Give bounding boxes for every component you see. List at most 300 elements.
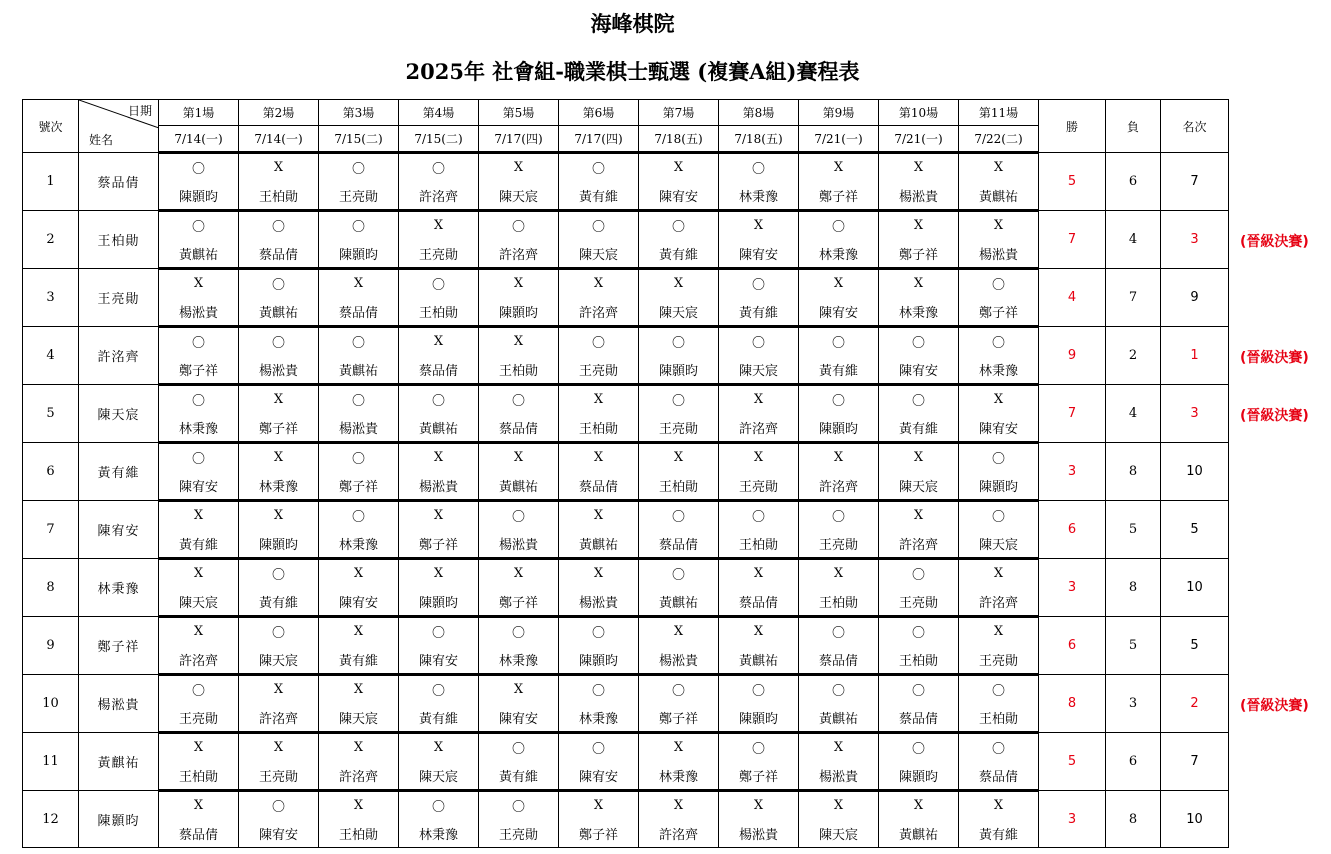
match-opponent: 王亮勛 bbox=[559, 355, 639, 385]
player-rank: 10 bbox=[1161, 443, 1229, 501]
round-label: 第2場 bbox=[239, 100, 319, 126]
match-opponent: 林秉豫 bbox=[159, 413, 239, 443]
match-result: X bbox=[639, 733, 719, 762]
player-name: 陳宥安 bbox=[79, 501, 159, 559]
match-result: X bbox=[559, 269, 639, 298]
match-result: X bbox=[399, 443, 479, 472]
match-opponent: 王柏勛 bbox=[159, 761, 239, 791]
match-result: 〇 bbox=[399, 791, 479, 820]
match-opponent: 許洺齊 bbox=[879, 529, 959, 559]
player-wins: 6 bbox=[1039, 617, 1106, 675]
match-result: X bbox=[159, 617, 239, 646]
match-result: 〇 bbox=[719, 501, 799, 530]
player-result-row bbox=[23, 153, 1229, 182]
match-result: 〇 bbox=[879, 327, 959, 356]
round-label: 第10場 bbox=[879, 100, 959, 126]
match-opponent: 黃麒祐 bbox=[639, 587, 719, 617]
match-opponent: 王柏勛 bbox=[799, 587, 879, 617]
player-name: 林秉豫 bbox=[79, 559, 159, 617]
match-result: 〇 bbox=[559, 675, 639, 704]
advance-note: (晉級決賽) bbox=[1240, 234, 1309, 250]
match-opponent: 陳顥昀 bbox=[319, 239, 399, 269]
match-opponent: 陳宥安 bbox=[319, 587, 399, 617]
match-result: 〇 bbox=[799, 327, 879, 356]
match-opponent: 王柏勛 bbox=[719, 529, 799, 559]
match-result: X bbox=[319, 791, 399, 820]
player-number: 6 bbox=[23, 443, 79, 501]
player-wins: 7 bbox=[1039, 211, 1106, 269]
match-result: 〇 bbox=[399, 153, 479, 182]
match-opponent: 陳天宸 bbox=[399, 761, 479, 791]
match-opponent: 陳顥昀 bbox=[559, 645, 639, 675]
player-name: 陳天宸 bbox=[79, 385, 159, 443]
match-result: X bbox=[239, 153, 319, 182]
match-result: 〇 bbox=[639, 675, 719, 704]
match-result: 〇 bbox=[239, 211, 319, 240]
match-opponent: 楊淞貴 bbox=[559, 587, 639, 617]
match-result: 〇 bbox=[719, 269, 799, 298]
match-opponent: 黃有維 bbox=[879, 413, 959, 443]
header-losses: 負 bbox=[1106, 100, 1161, 153]
advance-note: (晉級決賽) bbox=[1240, 408, 1309, 424]
player-losses: 8 bbox=[1106, 559, 1161, 617]
round-label: 第4場 bbox=[399, 100, 479, 126]
match-result: X bbox=[719, 791, 799, 820]
match-opponent: 陳天宸 bbox=[719, 355, 799, 385]
match-opponent: 陳宥安 bbox=[239, 819, 319, 848]
player-losses: 4 bbox=[1106, 211, 1161, 269]
match-opponent: 許洺齊 bbox=[719, 413, 799, 443]
match-opponent: 陳天宸 bbox=[239, 645, 319, 675]
match-opponent: 林秉豫 bbox=[799, 239, 879, 269]
match-result: 〇 bbox=[479, 211, 559, 240]
match-opponent: 鄭子祥 bbox=[799, 181, 879, 211]
match-opponent: 陳顥昀 bbox=[959, 471, 1039, 501]
player-number: 11 bbox=[23, 733, 79, 791]
match-opponent: 陳顥昀 bbox=[799, 413, 879, 443]
match-opponent: 林秉豫 bbox=[559, 703, 639, 733]
match-result: X bbox=[959, 153, 1039, 182]
round-label: 第7場 bbox=[639, 100, 719, 126]
match-result: 〇 bbox=[639, 211, 719, 240]
match-result: 〇 bbox=[399, 617, 479, 646]
match-opponent: 林秉豫 bbox=[239, 471, 319, 501]
match-opponent: 王亮勛 bbox=[399, 239, 479, 269]
match-opponent: 林秉豫 bbox=[959, 355, 1039, 385]
match-result: 〇 bbox=[959, 501, 1039, 530]
match-result: X bbox=[479, 153, 559, 182]
player-rank: 9 bbox=[1161, 269, 1229, 327]
match-opponent: 陳宥安 bbox=[559, 761, 639, 791]
match-result: 〇 bbox=[479, 733, 559, 762]
match-opponent: 蔡品倩 bbox=[639, 529, 719, 559]
match-result: 〇 bbox=[319, 211, 399, 240]
round-date: 7/21(一) bbox=[879, 126, 959, 153]
match-opponent: 黃麒祐 bbox=[799, 703, 879, 733]
match-opponent: 王柏勛 bbox=[559, 413, 639, 443]
match-result: 〇 bbox=[559, 211, 639, 240]
match-result: 〇 bbox=[399, 675, 479, 704]
match-opponent: 陳顥昀 bbox=[479, 297, 559, 327]
match-result: 〇 bbox=[559, 617, 639, 646]
round-label: 第6場 bbox=[559, 100, 639, 126]
match-result: 〇 bbox=[159, 443, 239, 472]
page-title: 海峰棋院 bbox=[590, 11, 675, 36]
match-result: X bbox=[879, 153, 959, 182]
match-result: X bbox=[319, 733, 399, 762]
match-result: X bbox=[799, 559, 879, 588]
match-result: X bbox=[559, 791, 639, 820]
match-opponent: 黃麒祐 bbox=[399, 413, 479, 443]
match-opponent: 楊淞貴 bbox=[799, 761, 879, 791]
match-result: 〇 bbox=[959, 269, 1039, 298]
player-losses: 6 bbox=[1106, 733, 1161, 791]
match-result: X bbox=[799, 153, 879, 182]
match-opponent: 許洺齊 bbox=[639, 819, 719, 848]
match-opponent: 王亮勛 bbox=[799, 529, 879, 559]
player-name: 楊淞貴 bbox=[79, 675, 159, 733]
match-result: X bbox=[319, 675, 399, 704]
player-result-row bbox=[23, 211, 1229, 240]
match-opponent: 蔡品倩 bbox=[719, 587, 799, 617]
match-result: X bbox=[719, 443, 799, 472]
match-result: X bbox=[559, 559, 639, 588]
match-opponent: 陳天宸 bbox=[559, 239, 639, 269]
match-opponent: 王亮勛 bbox=[639, 413, 719, 443]
match-opponent: 鄭子祥 bbox=[559, 819, 639, 848]
match-opponent: 陳宥安 bbox=[479, 703, 559, 733]
match-opponent: 蔡品倩 bbox=[799, 645, 879, 675]
player-result-row bbox=[23, 327, 1229, 356]
match-opponent: 黃麒祐 bbox=[559, 529, 639, 559]
match-opponent: 鄭子祥 bbox=[879, 239, 959, 269]
round-date: 7/22(二) bbox=[959, 126, 1039, 153]
match-opponent: 王柏勛 bbox=[479, 355, 559, 385]
match-result: X bbox=[479, 327, 559, 356]
match-result: 〇 bbox=[479, 791, 559, 820]
match-result: X bbox=[399, 327, 479, 356]
match-result: 〇 bbox=[879, 617, 959, 646]
player-name: 陳顥昀 bbox=[79, 791, 159, 848]
match-result: X bbox=[239, 385, 319, 414]
player-result-row bbox=[23, 559, 1229, 588]
match-opponent: 黃麒祐 bbox=[479, 471, 559, 501]
player-name: 黃麒祐 bbox=[79, 733, 159, 791]
round-label: 第11場 bbox=[959, 100, 1039, 126]
match-opponent: 王柏勛 bbox=[879, 645, 959, 675]
match-opponent: 林秉豫 bbox=[879, 297, 959, 327]
match-result: X bbox=[479, 269, 559, 298]
player-wins: 7 bbox=[1039, 385, 1106, 443]
match-opponent: 蔡品倩 bbox=[879, 703, 959, 733]
match-result: 〇 bbox=[639, 559, 719, 588]
match-opponent: 黃有維 bbox=[959, 819, 1039, 848]
match-result: 〇 bbox=[239, 327, 319, 356]
player-name: 許洺齊 bbox=[79, 327, 159, 385]
match-opponent: 林秉豫 bbox=[399, 819, 479, 848]
player-losses: 6 bbox=[1106, 153, 1161, 211]
match-opponent: 楊淞貴 bbox=[959, 239, 1039, 269]
match-opponent: 黃有維 bbox=[319, 645, 399, 675]
match-opponent: 黃有維 bbox=[239, 587, 319, 617]
player-name: 王柏勛 bbox=[79, 211, 159, 269]
match-result: 〇 bbox=[719, 733, 799, 762]
match-opponent: 陳宥安 bbox=[879, 355, 959, 385]
round-date: 7/18(五) bbox=[719, 126, 799, 153]
match-opponent: 蔡品倩 bbox=[559, 471, 639, 501]
match-opponent: 楊淞貴 bbox=[239, 355, 319, 385]
match-result: 〇 bbox=[799, 385, 879, 414]
player-rank: 10 bbox=[1161, 559, 1229, 617]
match-result: 〇 bbox=[239, 617, 319, 646]
match-result: X bbox=[879, 501, 959, 530]
match-result: 〇 bbox=[559, 733, 639, 762]
player-number: 3 bbox=[23, 269, 79, 327]
match-result: 〇 bbox=[319, 327, 399, 356]
round-date: 7/14(一) bbox=[239, 126, 319, 153]
player-losses: 8 bbox=[1106, 443, 1161, 501]
match-result: 〇 bbox=[239, 791, 319, 820]
match-result: X bbox=[399, 211, 479, 240]
match-opponent: 王柏勛 bbox=[639, 471, 719, 501]
player-rank: 7 bbox=[1161, 733, 1229, 791]
match-opponent: 陳天宸 bbox=[639, 297, 719, 327]
match-result: 〇 bbox=[799, 211, 879, 240]
match-result: X bbox=[159, 269, 239, 298]
match-result: X bbox=[959, 791, 1039, 820]
player-wins: 4 bbox=[1039, 269, 1106, 327]
match-result: X bbox=[559, 443, 639, 472]
match-opponent: 王亮勛 bbox=[879, 587, 959, 617]
match-opponent: 王柏勛 bbox=[319, 819, 399, 848]
match-opponent: 楊淞貴 bbox=[479, 529, 559, 559]
player-name: 鄭子祥 bbox=[79, 617, 159, 675]
match-result: X bbox=[719, 559, 799, 588]
match-result: X bbox=[959, 559, 1039, 588]
round-date: 7/18(五) bbox=[639, 126, 719, 153]
player-number: 12 bbox=[23, 791, 79, 848]
header-rank: 名次 bbox=[1161, 100, 1229, 153]
match-result: X bbox=[159, 791, 239, 820]
player-losses: 4 bbox=[1106, 385, 1161, 443]
match-opponent: 陳宥安 bbox=[159, 471, 239, 501]
match-result: X bbox=[799, 733, 879, 762]
match-result: 〇 bbox=[319, 153, 399, 182]
player-number: 1 bbox=[23, 153, 79, 211]
match-opponent: 蔡品倩 bbox=[479, 413, 559, 443]
match-result: X bbox=[799, 443, 879, 472]
round-label: 第3場 bbox=[319, 100, 399, 126]
match-result: X bbox=[239, 675, 319, 704]
match-result: X bbox=[559, 501, 639, 530]
match-opponent: 陳天宸 bbox=[159, 587, 239, 617]
match-result: 〇 bbox=[879, 733, 959, 762]
match-result: 〇 bbox=[479, 385, 559, 414]
match-opponent: 陳宥安 bbox=[799, 297, 879, 327]
match-result: X bbox=[879, 269, 959, 298]
player-rank: 5 bbox=[1161, 617, 1229, 675]
match-result: X bbox=[239, 443, 319, 472]
player-rank: 7 bbox=[1161, 153, 1229, 211]
match-opponent: 蔡品倩 bbox=[239, 239, 319, 269]
player-losses: 8 bbox=[1106, 791, 1161, 848]
match-opponent: 黃有維 bbox=[639, 239, 719, 269]
match-result: X bbox=[719, 385, 799, 414]
match-result: X bbox=[959, 617, 1039, 646]
player-result-row bbox=[23, 617, 1229, 646]
round-label: 第1場 bbox=[159, 100, 239, 126]
match-opponent: 陳顥昀 bbox=[639, 355, 719, 385]
player-rank: 1 bbox=[1161, 327, 1229, 385]
match-opponent: 蔡品倩 bbox=[399, 355, 479, 385]
match-opponent: 蔡品倩 bbox=[319, 297, 399, 327]
player-losses: 5 bbox=[1106, 617, 1161, 675]
match-result: X bbox=[399, 733, 479, 762]
round-label: 第8場 bbox=[719, 100, 799, 126]
match-result: X bbox=[639, 153, 719, 182]
match-opponent: 黃麒祐 bbox=[959, 181, 1039, 211]
match-result: 〇 bbox=[319, 385, 399, 414]
round-date: 7/17(四) bbox=[479, 126, 559, 153]
match-result: X bbox=[879, 791, 959, 820]
player-losses: 3 bbox=[1106, 675, 1161, 733]
match-opponent: 王亮勛 bbox=[159, 703, 239, 733]
match-opponent: 楊淞貴 bbox=[319, 413, 399, 443]
match-opponent: 鄭子祥 bbox=[959, 297, 1039, 327]
match-opponent: 黃麒祐 bbox=[879, 819, 959, 848]
match-opponent: 楊淞貴 bbox=[719, 819, 799, 848]
match-opponent: 黃有維 bbox=[479, 761, 559, 791]
player-wins: 3 bbox=[1039, 443, 1106, 501]
match-opponent: 陳顥昀 bbox=[239, 529, 319, 559]
match-result: 〇 bbox=[159, 675, 239, 704]
match-opponent: 鄭子祥 bbox=[239, 413, 319, 443]
match-opponent: 許洺齊 bbox=[479, 239, 559, 269]
match-opponent: 蔡品倩 bbox=[959, 761, 1039, 791]
match-result: 〇 bbox=[559, 153, 639, 182]
match-result: 〇 bbox=[399, 385, 479, 414]
match-opponent: 王亮勛 bbox=[319, 181, 399, 211]
match-result: X bbox=[559, 385, 639, 414]
match-result: X bbox=[159, 501, 239, 530]
match-result: X bbox=[319, 269, 399, 298]
match-result: 〇 bbox=[959, 675, 1039, 704]
header-wins: 勝 bbox=[1039, 100, 1106, 153]
match-opponent: 黃有維 bbox=[399, 703, 479, 733]
match-opponent: 王柏勛 bbox=[959, 703, 1039, 733]
match-result: 〇 bbox=[639, 501, 719, 530]
player-number: 7 bbox=[23, 501, 79, 559]
match-result: X bbox=[479, 675, 559, 704]
player-rank: 5 bbox=[1161, 501, 1229, 559]
advance-note: (晉級決賽) bbox=[1240, 698, 1309, 714]
player-number: 8 bbox=[23, 559, 79, 617]
player-rank: 2 bbox=[1161, 675, 1229, 733]
header-date-name bbox=[79, 100, 159, 153]
match-opponent: 陳天宸 bbox=[479, 181, 559, 211]
player-number: 2 bbox=[23, 211, 79, 269]
player-losses: 2 bbox=[1106, 327, 1161, 385]
match-result: X bbox=[639, 791, 719, 820]
match-result: 〇 bbox=[799, 675, 879, 704]
match-result: X bbox=[319, 617, 399, 646]
match-opponent: 鄭子祥 bbox=[479, 587, 559, 617]
match-opponent: 黃麒祐 bbox=[159, 239, 239, 269]
player-result-row bbox=[23, 269, 1229, 298]
player-name: 王亮勛 bbox=[79, 269, 159, 327]
match-result: 〇 bbox=[159, 211, 239, 240]
advance-note: (晉級決賽) bbox=[1240, 350, 1309, 366]
player-wins: 6 bbox=[1039, 501, 1106, 559]
match-result: X bbox=[959, 385, 1039, 414]
player-rank: 3 bbox=[1161, 385, 1229, 443]
match-opponent: 許洺齊 bbox=[559, 297, 639, 327]
page-subtitle: 2025年 社會組-職業棋士甄選 (複賽A組)賽程表 bbox=[405, 59, 860, 84]
round-date: 7/17(四) bbox=[559, 126, 639, 153]
round-date: 7/14(一) bbox=[159, 126, 239, 153]
player-wins: 5 bbox=[1039, 153, 1106, 211]
match-result: 〇 bbox=[959, 443, 1039, 472]
player-result-row bbox=[23, 733, 1229, 762]
match-opponent: 黃有維 bbox=[799, 355, 879, 385]
match-result: X bbox=[479, 443, 559, 472]
match-opponent: 黃麒祐 bbox=[239, 297, 319, 327]
match-opponent: 許洺齊 bbox=[959, 587, 1039, 617]
match-opponent: 鄭子祥 bbox=[159, 355, 239, 385]
schedule-table bbox=[22, 99, 1229, 848]
round-date: 7/15(二) bbox=[319, 126, 399, 153]
match-result: 〇 bbox=[239, 269, 319, 298]
match-result: 〇 bbox=[719, 675, 799, 704]
match-result: X bbox=[799, 791, 879, 820]
match-result: 〇 bbox=[639, 327, 719, 356]
match-result: X bbox=[319, 559, 399, 588]
match-opponent: 許洺齊 bbox=[159, 645, 239, 675]
match-opponent: 林秉豫 bbox=[639, 761, 719, 791]
match-opponent: 黃有維 bbox=[559, 181, 639, 211]
player-number: 9 bbox=[23, 617, 79, 675]
player-result-row bbox=[23, 675, 1229, 704]
player-losses: 7 bbox=[1106, 269, 1161, 327]
header-row-rounds bbox=[23, 100, 1229, 126]
match-opponent: 許洺齊 bbox=[239, 703, 319, 733]
match-opponent: 陳宥安 bbox=[639, 181, 719, 211]
match-opponent: 黃麒祐 bbox=[319, 355, 399, 385]
match-result: 〇 bbox=[959, 327, 1039, 356]
match-result: 〇 bbox=[479, 617, 559, 646]
match-result: 〇 bbox=[959, 733, 1039, 762]
match-opponent: 黃有維 bbox=[719, 297, 799, 327]
header-number: 號次 bbox=[23, 100, 79, 153]
match-opponent: 黃麒祐 bbox=[719, 645, 799, 675]
match-opponent: 鄭子祥 bbox=[319, 471, 399, 501]
match-opponent: 王柏勛 bbox=[399, 297, 479, 327]
match-opponent: 鄭子祥 bbox=[399, 529, 479, 559]
match-result: X bbox=[639, 269, 719, 298]
match-opponent: 王亮勛 bbox=[959, 645, 1039, 675]
match-result: 〇 bbox=[479, 501, 559, 530]
round-label: 第9場 bbox=[799, 100, 879, 126]
match-opponent: 許洺齊 bbox=[399, 181, 479, 211]
match-opponent: 蔡品倩 bbox=[159, 819, 239, 848]
match-opponent: 陳天宸 bbox=[959, 529, 1039, 559]
player-wins: 8 bbox=[1039, 675, 1106, 733]
match-result: X bbox=[399, 559, 479, 588]
match-opponent: 陳顥昀 bbox=[719, 703, 799, 733]
match-opponent: 陳顥昀 bbox=[399, 587, 479, 617]
player-result-row bbox=[23, 443, 1229, 472]
player-result-row bbox=[23, 791, 1229, 820]
